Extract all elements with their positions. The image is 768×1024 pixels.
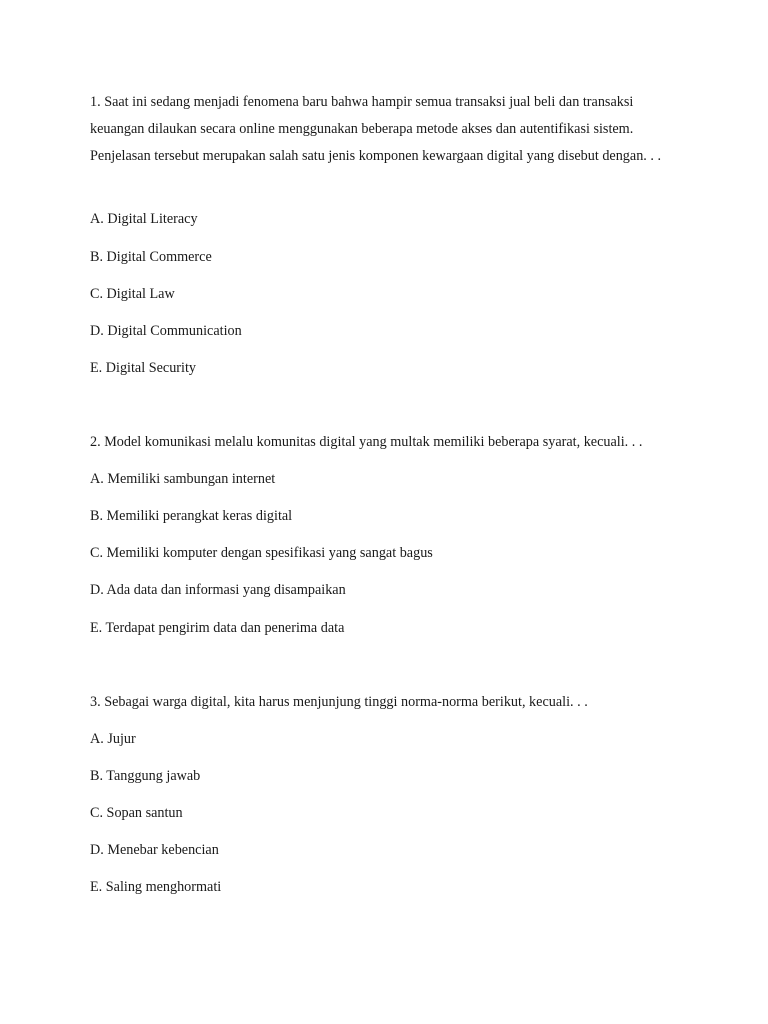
question-2-option-c: C. Memiliki komputer dengan spesifikasi yang sangat bagus xyxy=(90,545,433,561)
question-3-option-b: B. Tanggung jawab xyxy=(90,768,201,784)
question-1-stem: 1. Saat ini sedang menjadi fenomena baru bahwa hampir semua transaksi jual beli dan transaksi keuangan dilaukan secara online menggunakan beberapa metode akses dan autentifikasi sistem. Penjelasan tersebut merupakan salah satu jenis komponen kewargaan digital yang disebut dengan. . . xyxy=(90,94,662,164)
question-2-option-d: D. Ada data dan informasi yang disampaikan xyxy=(90,582,346,598)
question-3-stem: 3. Sebagai warga digital, kita harus menjunjung tinggi norma-norma berikut, kecuali. . . xyxy=(90,694,588,710)
question-1-option-c: C. Digital Law xyxy=(90,286,175,302)
question-2-stem: 2. Model komunikasi melalu komunitas digital yang multak memiliki beberapa syarat, kecuali. . . xyxy=(90,434,643,450)
question-1-option-e: E. Digital Security xyxy=(90,360,196,376)
question-1-option-d: D. Digital Communication xyxy=(90,323,242,339)
question-3-option-d: D. Menebar kebencian xyxy=(90,842,219,858)
question-2-option-a: A. Memiliki sambungan internet xyxy=(90,471,276,487)
question-2-option-e: E. Terdapat pengirim data dan penerima data xyxy=(90,620,345,636)
question-3-option-e: E. Saling menghormati xyxy=(90,879,222,895)
question-1 xyxy=(90,89,680,170)
question-3-option-c: C. Sopan santun xyxy=(90,805,183,821)
question-1-option-b: B. Digital Commerce xyxy=(90,249,212,265)
question-3-option-a: A. Jujur xyxy=(90,731,136,747)
question-2-option-b: B. Memiliki perangkat keras digital xyxy=(90,508,293,524)
question-1-option-a: A. Digital Literacy xyxy=(90,211,198,227)
